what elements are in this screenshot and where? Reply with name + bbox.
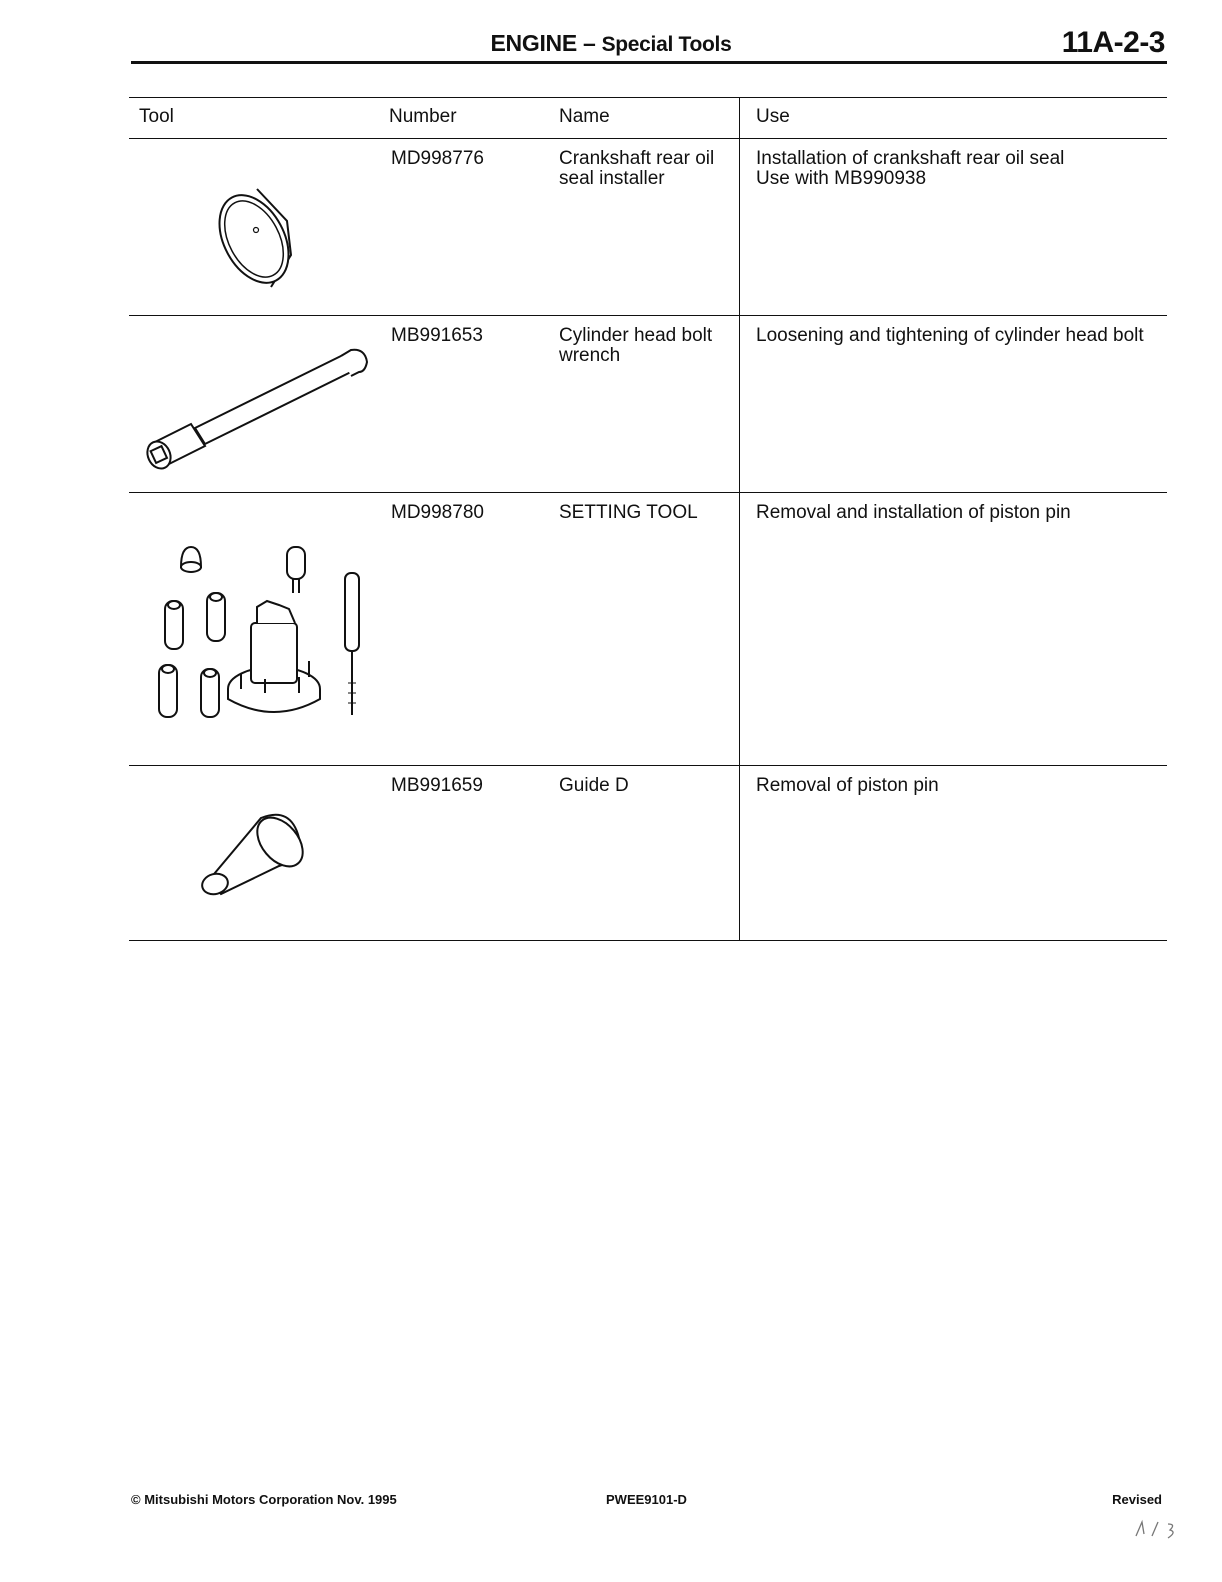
tool-use-line: Installation of crankshaft rear oil seal bbox=[756, 148, 1065, 169]
crankshaft-oil-seal-installer-illustration bbox=[129, 139, 379, 315]
tool-name: Crankshaft rear oil seal installer bbox=[549, 139, 740, 316]
tool-illustration-cell bbox=[129, 766, 379, 941]
column-header-name: Name bbox=[549, 98, 740, 139]
tool-use bbox=[740, 316, 1168, 493]
table-row bbox=[129, 493, 1167, 766]
tool-number: MD998780 bbox=[379, 493, 549, 766]
tool-illustration-cell bbox=[129, 316, 379, 493]
column-header-number: Number bbox=[379, 98, 549, 139]
footer-status: Revised bbox=[1112, 1492, 1162, 1507]
tool-number: MB991659 bbox=[379, 766, 549, 941]
tool-use bbox=[740, 139, 1168, 316]
title-main: ENGINE bbox=[490, 30, 577, 56]
table-header-row bbox=[129, 98, 1167, 139]
setting-tool-illustration bbox=[129, 493, 379, 765]
tool-use-line: Loosening and tightening of cylinder head bolt bbox=[756, 325, 1144, 346]
tool-name: SETTING TOOL bbox=[549, 493, 740, 766]
tool-name: Cylinder head bolt wrench bbox=[549, 316, 740, 493]
title-sub: Special Tools bbox=[601, 33, 732, 56]
tool-number: MB991653 bbox=[379, 316, 549, 493]
tool-illustration-cell bbox=[129, 139, 379, 316]
page-title bbox=[0, 30, 1222, 57]
footer-copyright: © Mitsubishi Motors Corporation Nov. 1995 bbox=[131, 1492, 397, 1507]
column-header-tool: Tool bbox=[129, 98, 379, 139]
column-header-use: Use bbox=[740, 98, 1168, 139]
tool-name: Guide D bbox=[549, 766, 740, 941]
tool-use-line: Removal and installation of piston pin bbox=[756, 502, 1071, 523]
tool-number: MD998776 bbox=[379, 139, 549, 316]
guide-d-illustration bbox=[129, 766, 379, 940]
header-rule bbox=[131, 61, 1167, 64]
tool-use bbox=[740, 493, 1168, 766]
page-number: 11A-2-3 bbox=[1061, 26, 1165, 59]
table-row bbox=[129, 766, 1167, 941]
table-row bbox=[129, 139, 1167, 316]
table-row bbox=[129, 316, 1167, 493]
tool-use bbox=[740, 766, 1168, 941]
tool-use-line: Use with MB990938 bbox=[756, 168, 927, 189]
handwritten-mark bbox=[1130, 1516, 1180, 1542]
cylinder-head-bolt-wrench-illustration bbox=[129, 316, 379, 492]
title-separator: – bbox=[576, 30, 602, 56]
footer-doc-code: PWEE9101-D bbox=[606, 1492, 687, 1507]
tool-illustration-cell bbox=[129, 493, 379, 766]
special-tools-table bbox=[129, 97, 1167, 941]
tool-use-line: Removal of piston pin bbox=[756, 775, 939, 796]
